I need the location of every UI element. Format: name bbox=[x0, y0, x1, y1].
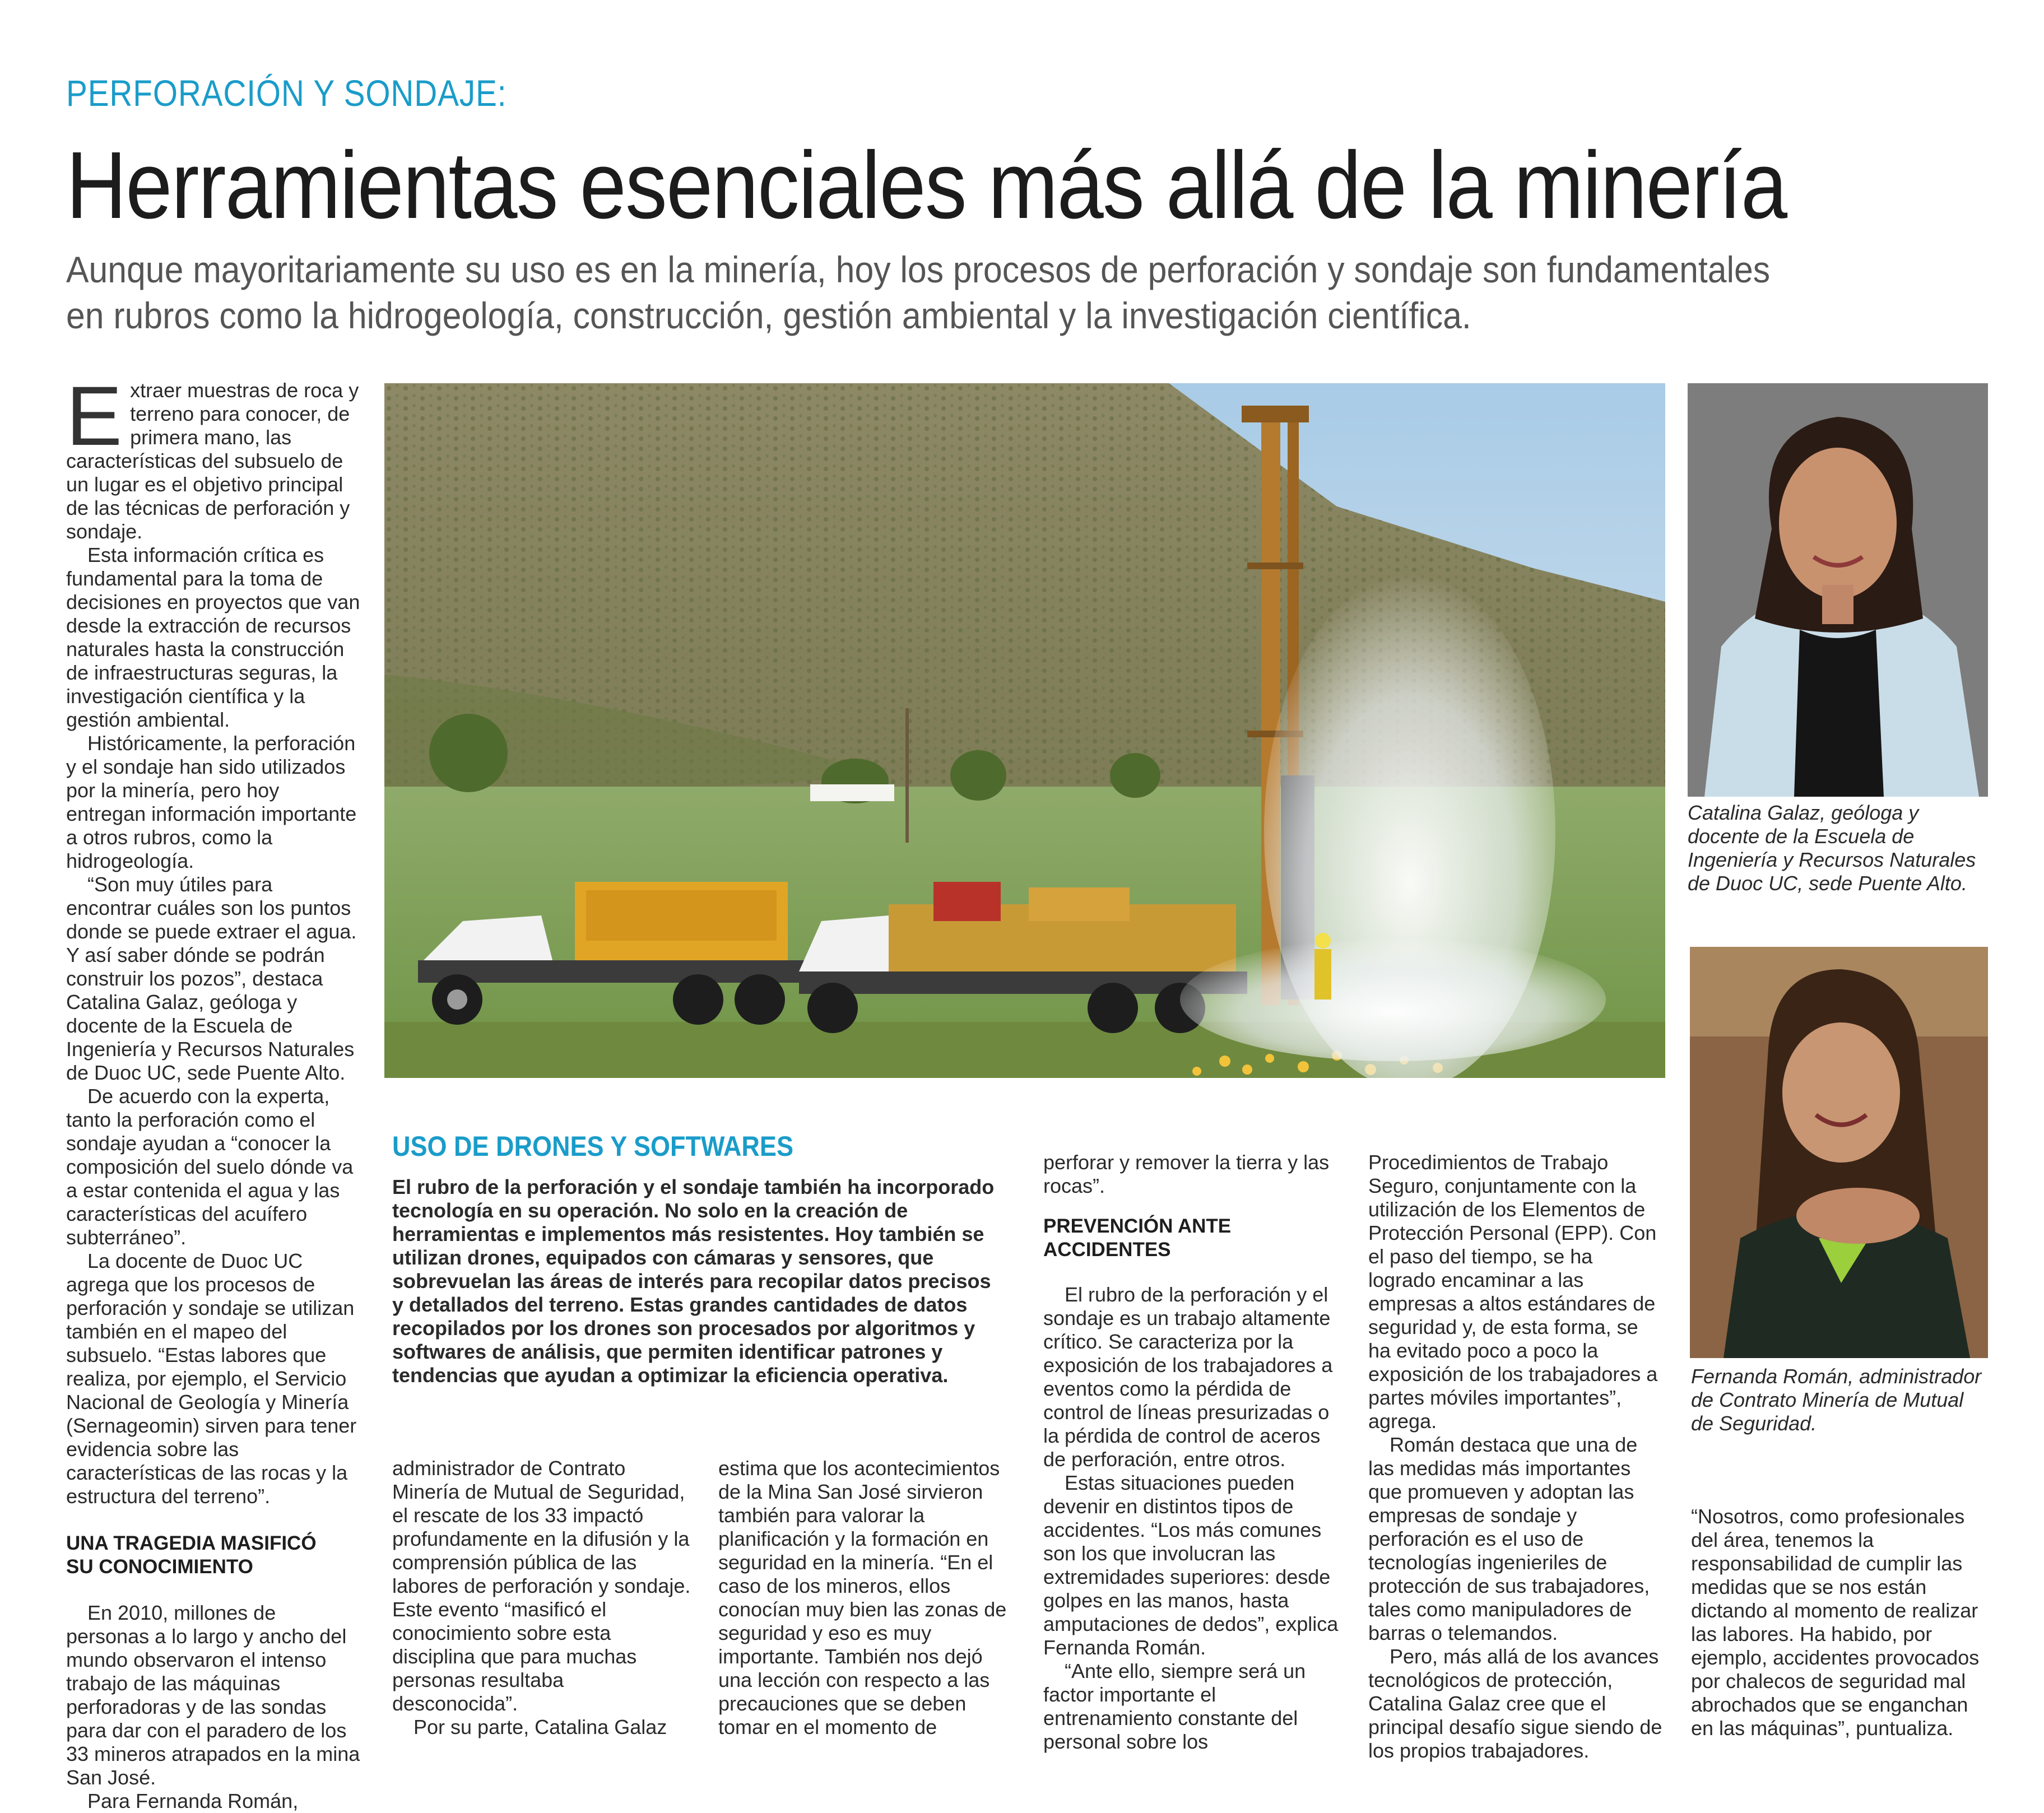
headline: Herramientas esenciales más allá de la minería bbox=[66, 132, 1787, 239]
column-2 bbox=[392, 1457, 695, 1739]
deck-line-1: Aunque mayoritariamente su uso es en la minería, hoy los procesos de perforación y sondaje son fundamentales bbox=[66, 249, 1771, 290]
col5-p1: Procedimientos de Trabajo Seguro, conjuntamente con la utilización de los Elementos de Protección Personal (EPP). Con el paso del tiempo, se ha logrado encaminar a las empresas a altos estándares de seguridad y, de esta forma, se ha evitado poco a poco la exposición de los trabajadores a partes móviles importantes”, agrega. bbox=[1368, 1151, 1658, 1433]
caption-catalina: Catalina Galaz, geóloga y docente de la Escuela de Ingeniería y Recursos Naturales de Duoc UC, sede Puente Alto. bbox=[1688, 801, 1976, 895]
col5-p2: Román destaca que una de las medidas más importantes que promueven y adoptan las empresas de sondaje y perforación es el uso de tecnologías ingenieriles de protección de sus trabajadores, tales como manipuladores de barras o telemandos. bbox=[1368, 1433, 1650, 1644]
drilling-rig-photo bbox=[384, 383, 1665, 1078]
column-6-quote bbox=[1691, 1505, 1988, 1740]
catalina-galaz-photo bbox=[1688, 383, 1988, 797]
kicker: PERFORACIÓN Y SONDAJE: bbox=[66, 72, 507, 114]
col5-p3: Pero, más allá de los avances tecnológicos de protección, Catalina Galaz cree que el principal desafío sigue siendo de los propios trabajadores. bbox=[1368, 1645, 1662, 1762]
section-lead: El rubro de la perforación y el sondaje también ha incorporado tecnología en su operación. No solo en la creación de herramientas e implementos más resistentes. Hoy también se utilizan drones, equipados con cámaras y sensores, que sobrevuelan las áreas de interés para recopilar datos precisos y detallados del terreno. Estas grandes cantidades de datos recopilados por los drones son procesados por algoritmos y softwares de análisis, que permiten identificar patrones y tendencias que ayudan a optimizar la eficiencia operativa. bbox=[392, 1175, 995, 1387]
column-4 bbox=[1043, 1151, 1346, 1754]
col1-p5: De acuerdo con la experta, tanto la perforación como el sondaje ayudan a “conocer la composición del suelo dónde va a estar contenida el agua y las características del acuífero subterráneo”. bbox=[66, 1085, 354, 1249]
fernanda-roman-photo bbox=[1690, 947, 1988, 1358]
utility-pole bbox=[905, 708, 909, 843]
subhead-tragedia bbox=[66, 1532, 363, 1579]
caption-fernanda: Fernanda Román, administrador de Contrato Minería de Mutual de Seguridad. bbox=[1691, 1365, 1982, 1435]
col4-p1: perforar y remover la tierra y las rocas”. bbox=[1043, 1151, 1330, 1197]
drop-cap: E bbox=[66, 369, 123, 463]
deck-line-2: en rubros como la hidrogeología, construcción, gestión ambiental y la investigación científica. bbox=[66, 295, 1471, 336]
col4-p4: “Ante ello, siempre será un factor importante el entrenamiento constante del personal sobre los bbox=[1043, 1659, 1306, 1753]
col4-p2: El rubro de la perforación y el sondaje es un trabajo altamente crítico. Se caracteriza por la exposición de los trabajadores a eventos como la pérdida de control de líneas presurizadas o la pérdida de control de aceros de perforación, entre otros. bbox=[1043, 1283, 1333, 1471]
col1-p1 bbox=[66, 369, 363, 543]
column-1 bbox=[66, 369, 363, 1813]
deck bbox=[66, 247, 1771, 338]
catalina-portrait bbox=[1688, 383, 1988, 797]
subhead-prevencion: PREVENCIÓN ANTE ACCIDENTES bbox=[1043, 1215, 1232, 1261]
water-splash bbox=[1180, 938, 1606, 1061]
section-title: USO DE DRONES Y SOFTWARES bbox=[392, 1131, 793, 1162]
worker bbox=[1314, 933, 1331, 1000]
col6-quote: “Nosotros, como profesionales del área, tenemos la responsabilidad de cumplir las medidas que se nos están dictando al momento de realizar las labores. Ha habido, por ejemplo, accidentes provocados por chalecos de seguridad mal abrochados que se enganchan en las máquinas”, puntualiza. bbox=[1691, 1505, 1980, 1740]
col2-p2: Por su parte, Catalina Galaz bbox=[414, 1716, 667, 1738]
col1-p8: Para Fernanda Román, bbox=[87, 1789, 299, 1812]
drilling-rig-illustration bbox=[384, 383, 1665, 1078]
col4-p3: Estas situaciones pueden devenir en distintos tipos de accidentes. “Los más comunes son los que involucran las extremidades superiores: desde golpes en las manos, hasta amputaciones de dedos”, explica Fernanda Román. bbox=[1043, 1471, 1339, 1659]
fernanda-portrait bbox=[1690, 947, 1988, 1358]
col1-p2: Esta información crítica es fundamental para la toma de decisiones en proyectos que van desde la extracción de recursos naturales hasta la construcción de infraestructuras seguras, la investigación científica y la gestión ambiental. bbox=[66, 543, 360, 731]
col1-p4: “Son muy útiles para encontrar cuáles son los puntos donde se puede extraer el agua. Y así saber dónde se podrán construir los pozos”, destaca Catalina Galaz, geóloga y docente de la Escuela de Ingeniería y Recursos Naturales de Duoc UC, sede Puente Alto. bbox=[66, 873, 357, 1084]
col1-p7: En 2010, millones de personas a lo largo y ancho del mundo observaron el intenso trabajo de las máquinas perforadoras y de las sondas para dar con el paradero de los 33 mineros atrapados en la mina San José. bbox=[66, 1601, 360, 1789]
subhead-line-1: UNA TRAGEDIA MASIFICÓ bbox=[66, 1532, 317, 1554]
column-3 bbox=[718, 1457, 1016, 1739]
farm-house bbox=[810, 784, 894, 801]
column-5 bbox=[1368, 1151, 1665, 1763]
col1-p6: La docente de Duoc UC agrega que los procesos de perforación y sondaje se utilizan también en el mapeo del subsuelo. “Estas labores que realiza, por ejemplo, el Servicio Nacional de Geología y Minería (Sernageomin) sirven para tener evidencia sobre las características de las rocas y la estructura del terreno”. bbox=[66, 1249, 357, 1508]
col1-p1-text: xtraer muestras de roca y terreno para conocer, de primera mano, las características del subsuelo de un lugar es el objetivo principal de las técnicas de perforación y sondaje. bbox=[66, 379, 359, 543]
col3-p1: estima que los acontecimientos de la Mina San José sirvieron también para valorar la planificación y la formación en seguridad en la minería. “En el caso de los mineros, ellos conocían muy bien las zonas de seguridad y eso es muy importante. También nos dejó una lección con respecto a las precauciones que se deben tomar en el momento de bbox=[718, 1457, 1007, 1738]
col1-p3: Históricamente, la perforación y el sondaje han sido utilizados por la minería, pero hoy entregan información importante a otros rubros, como la hidrogeología. bbox=[66, 732, 357, 872]
subhead-line-2: SU CONOCIMIENTO bbox=[66, 1556, 253, 1578]
col2-p1: administrador de Contrato Minería de Mutual de Seguridad, el rescate de los 33 impactó profundamente en la difusión y la comprensión pública de las labores de perforación y sondaje. Este evento “masificó el conocimiento sobre esta disciplina que para muchas personas resultaba desconocida”. bbox=[392, 1457, 691, 1715]
